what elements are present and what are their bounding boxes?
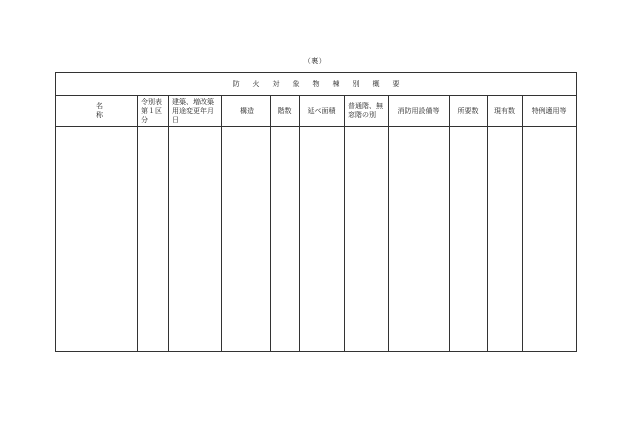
table-title: 防火対象物棟別概要	[56, 73, 577, 96]
column-header-floors: 階数	[271, 96, 300, 127]
column-header-category: 令別表第１区分	[138, 96, 169, 127]
column-header-floor-type: 普通階、無窓階の別	[345, 96, 389, 127]
cell-name[interactable]	[56, 127, 138, 352]
page-heading: （裏）	[303, 57, 327, 65]
cell-equipment[interactable]	[389, 127, 450, 352]
cell-floor-type[interactable]	[345, 127, 389, 352]
column-header-equipment: 消防用設備等	[389, 96, 450, 127]
cell-construction-date[interactable]	[169, 127, 222, 352]
cell-floors[interactable]	[271, 127, 300, 352]
column-header-structure: 構造	[222, 96, 271, 127]
table-body-row	[56, 127, 577, 352]
cell-floor-area[interactable]	[300, 127, 345, 352]
cell-special-application[interactable]	[523, 127, 577, 352]
table-title-row	[56, 73, 577, 96]
table-header-row	[56, 96, 577, 127]
column-header-required-count: 所要数	[450, 96, 488, 127]
cell-required-count[interactable]	[450, 127, 488, 352]
building-summary-table	[55, 72, 577, 352]
cell-category[interactable]	[138, 127, 169, 352]
column-header-construction-date: 建築、増改築用途変更年月日	[169, 96, 222, 127]
cell-structure[interactable]	[222, 127, 271, 352]
column-header-floor-area: 延べ面積	[300, 96, 345, 127]
column-header-special-application: 特例適用等	[523, 96, 577, 127]
column-header-name: 名称	[56, 96, 138, 127]
cell-current-count[interactable]	[488, 127, 523, 352]
column-header-current-count: 現有数	[488, 96, 523, 127]
